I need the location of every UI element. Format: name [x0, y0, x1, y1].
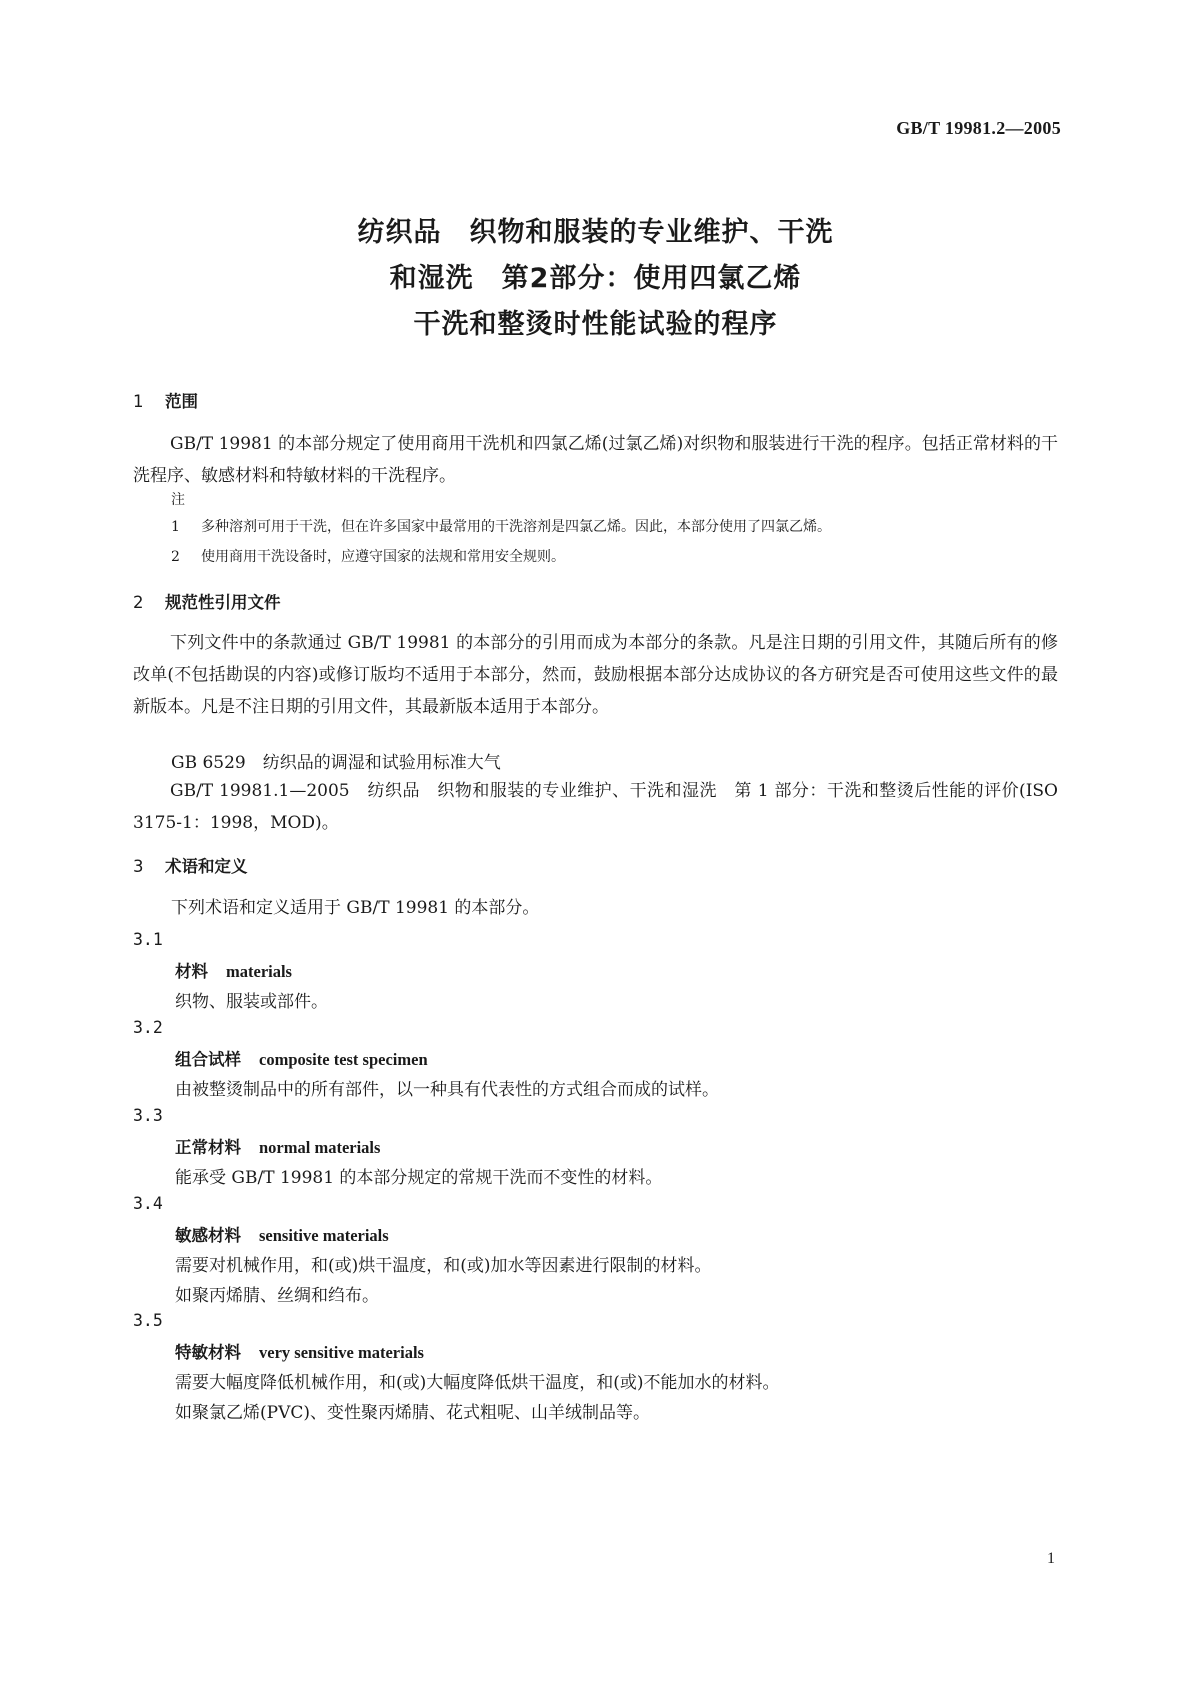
title-line-1: 纺织品 织物和服装的专业维护、干洗	[357, 217, 834, 248]
section-number: 1	[133, 392, 144, 411]
note-number: 1	[171, 519, 180, 535]
document-title	[0, 210, 1191, 348]
term-definition: 能承受 GB/T 19981 的本部分规定的常规干洗而不变性的材料。	[175, 1168, 663, 1188]
term-en: normal materials	[259, 1138, 381, 1157]
section-2-paragraph: 下列文件中的条款通过 GB/T 19981 的本部分的引用而成为本部分的条款。凡是注日期的引用文件，其随后所有的修改单(不包括勘误的内容)或修订版均不适用于本部分，然而，鼓励根据本部分达成协议的各方研究是否可使用这些文件的最新版本。凡是不注日期的引用文件，其最新版本适用于本部分。	[133, 633, 1058, 717]
title-line-3: 干洗和整烫时性能试验的程序	[413, 309, 778, 340]
term-entry	[175, 958, 292, 982]
note-text: 多种溶剂可用于干洗，但在许多国家中最常用的干洗溶剂是四氯乙烯。因此，本部分使用了四氯乙烯。	[201, 519, 831, 535]
section-3-heading	[133, 853, 248, 877]
term-zh: 敏感材料	[175, 1226, 241, 1245]
term-zh: 材料	[175, 962, 208, 981]
note-text: 使用商用干洗设备时，应遵守国家的法规和常用安全规则。	[201, 549, 565, 565]
standard-code: GB/T 19981.2—2005	[896, 118, 1061, 138]
section-1-paragraph: GB/T 19981 的本部分规定了使用商用干洗机和四氯乙烯(过氯乙烯)对织物和服装进行干洗的程序。包括正常材料的干洗程序、敏感材料和特敏材料的干洗程序。	[133, 434, 1058, 486]
term-number: 3.3	[133, 1106, 163, 1125]
term-en: sensitive materials	[259, 1226, 389, 1245]
term-zh: 组合试样	[175, 1050, 241, 1069]
term-number: 3.2	[133, 1018, 163, 1037]
term-definition: 需要大幅度降低机械作用，和(或)大幅度降低烘干温度，和(或)不能加水的材料。	[175, 1373, 780, 1393]
term-number: 3.5	[133, 1311, 163, 1330]
title-line-2: 和湿洗 第2部分：使用四氯乙烯	[389, 263, 802, 294]
term-definition: 由被整烫制品中的所有部件，以一种具有代表性的方式组合而成的试样。	[175, 1080, 719, 1100]
section-number: 2	[133, 593, 144, 612]
page-number: 1	[1047, 1550, 1055, 1567]
section-title: 范围	[165, 392, 198, 411]
normative-reference: GB/T 19981.1—2005 纺织品 织物和服装的专业维护、干洗和湿洗 第 1 部分：干洗和整烫后性能的评价(ISO 3175-1：1998，MOD)。	[133, 781, 1058, 833]
note-number: 2	[171, 549, 180, 565]
term-zh: 正常材料	[175, 1138, 241, 1157]
section-1-heading	[133, 388, 198, 412]
note-label: 注	[171, 492, 185, 508]
term-definition: 需要对机械作用，和(或)烘干温度，和(或)加水等因素进行限制的材料。	[175, 1256, 712, 1276]
term-entry	[175, 1134, 380, 1158]
term-zh: 特敏材料	[175, 1343, 241, 1362]
term-entry	[175, 1339, 424, 1363]
section-title: 规范性引用文件	[165, 593, 281, 612]
note-item	[171, 517, 831, 537]
term-en: composite test specimen	[259, 1050, 428, 1069]
term-entry	[175, 1222, 389, 1246]
section-number: 3	[133, 857, 144, 876]
term-number: 3.1	[133, 930, 163, 949]
normative-reference: GB 6529 纺织品的调湿和试验用标准大气	[171, 753, 501, 773]
term-entry	[175, 1046, 428, 1070]
section-2-heading	[133, 589, 281, 613]
term-example: 如聚丙烯腈、丝绸和绉布。	[175, 1286, 379, 1306]
term-en: materials	[226, 962, 292, 981]
note-item	[171, 547, 565, 567]
term-number: 3.4	[133, 1194, 163, 1213]
section-3-intro: 下列术语和定义适用于 GB/T 19981 的本部分。	[171, 898, 540, 918]
section-title: 术语和定义	[165, 857, 248, 876]
term-example: 如聚氯乙烯(PVC)、变性聚丙烯腈、花式粗呢、山羊绒制品等。	[175, 1403, 650, 1423]
term-definition: 织物、服装或部件。	[175, 992, 328, 1012]
term-en: very sensitive materials	[259, 1343, 424, 1362]
